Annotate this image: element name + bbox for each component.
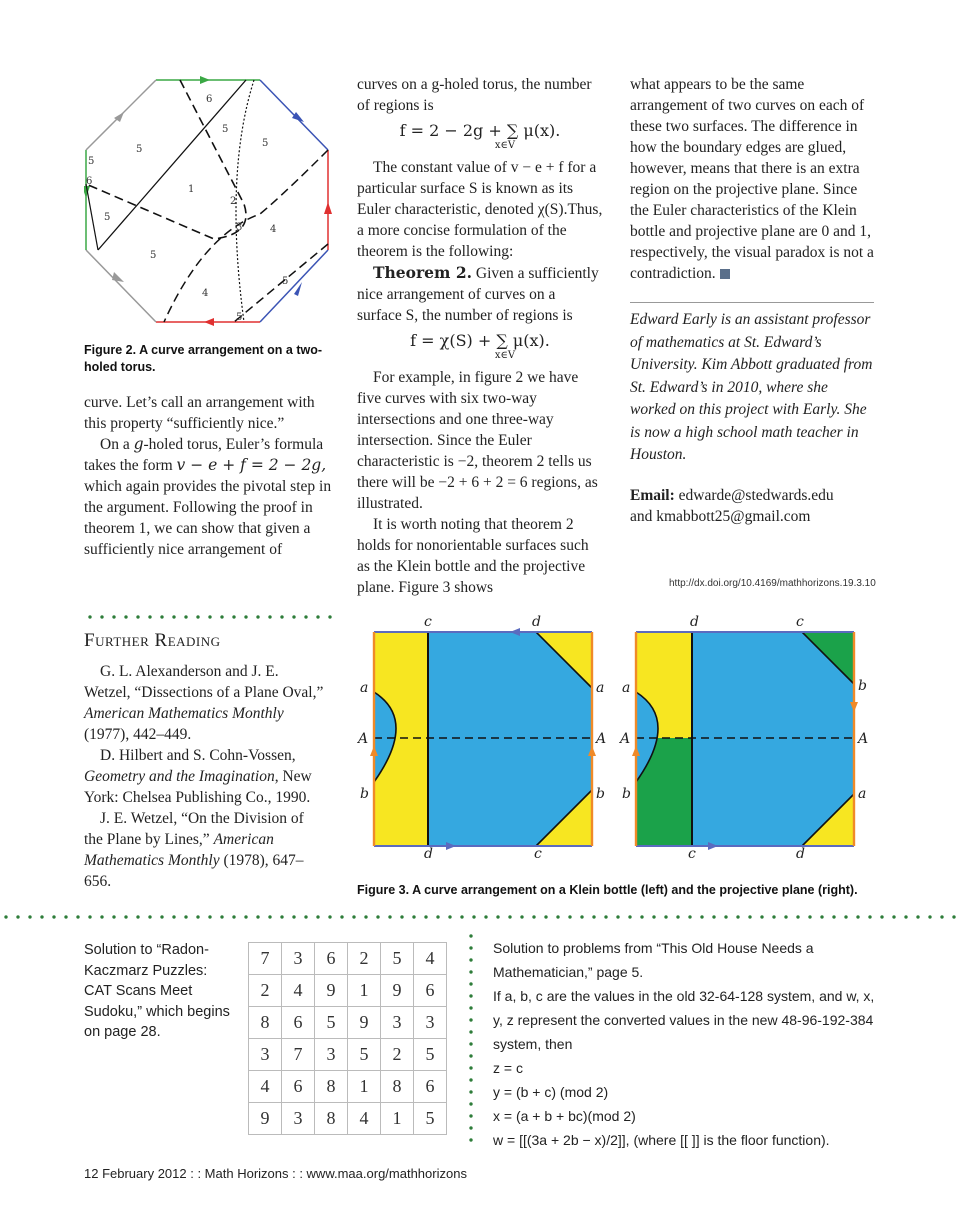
fig2-label: 5 — [262, 138, 269, 149]
left-column — [84, 392, 332, 560]
grid-cell: 1 — [348, 1071, 381, 1103]
fig3-right-label: b — [622, 786, 631, 802]
fig2-label: 5 — [150, 250, 157, 261]
grid-row — [249, 975, 447, 1007]
dotted-divider-left — [84, 614, 336, 620]
mid-paragraph-4: It is worth noting that theorem 2 holds for nonorientable surfaces such as the Klein bottle and the projective plane. Figure 3 shows — [357, 516, 589, 596]
grid-cell: 9 — [381, 975, 414, 1007]
right-column — [630, 74, 874, 527]
house-line-5: x = (a + b + bc)(mod 2) — [493, 1108, 636, 1124]
grid-cell: 5 — [348, 1039, 381, 1071]
grid-cell: 7 — [249, 943, 282, 975]
grid-cell: 8 — [315, 1071, 348, 1103]
radon-solution-text: Solution to “Radon-Kaczmarz Puzzles: CAT Scans Meet Sudoku,” which begins on page 28. — [84, 942, 230, 1040]
reference-1: G. L. Alexanderson and J. E. Wetzel, “Dissections of a Plane Oval,” American Mathematics Monthly (1977), 442–449. — [84, 663, 324, 743]
fig3-left-label: A — [596, 731, 607, 747]
fig3-right-label: d — [690, 614, 699, 630]
fig3-left-label: b — [360, 786, 369, 802]
fig2-label: 5 — [88, 156, 95, 167]
grid-cell: 6 — [414, 975, 447, 1007]
fig2-label: 5 — [104, 212, 111, 223]
grid-cell: 6 — [414, 1071, 447, 1103]
grid-cell: 1 — [348, 975, 381, 1007]
grid-cell: 6 — [282, 1071, 315, 1103]
fig3-left-label: a — [596, 680, 605, 696]
fig2-label: 4 — [270, 224, 277, 235]
fig3-left-label: c — [424, 614, 432, 630]
grid-cell: 3 — [282, 1103, 315, 1135]
figure-2-caption: Figure 2. A curve arrangement on a two-holed torus. — [84, 343, 323, 374]
further-reading — [84, 630, 324, 892]
fig3-right-label: A — [858, 731, 869, 747]
fig3-left-label: d — [532, 614, 541, 630]
figure-3-caption: Figure 3. A curve arrangement on a Klein bottle (left) and the projective plane (right). — [357, 883, 858, 897]
theorem-2: Theorem 2. Given a sufficiently nice arrangement of curves on a surface S, the number of regions is — [357, 263, 599, 324]
fig3-right-label: b — [858, 678, 867, 694]
fig3-right-bot-c: c — [688, 846, 696, 862]
grid-cell: 9 — [249, 1103, 282, 1135]
fig3-left-label: A — [358, 731, 369, 747]
fig2-label: 5 — [136, 144, 143, 155]
middle-column — [357, 74, 603, 598]
page-footer: 12 February 2012 : : Math Horizons : : www.maa.org/mathhorizons — [84, 1166, 467, 1181]
grid-cell: 4 — [249, 1071, 282, 1103]
grid-row — [249, 1007, 447, 1039]
grid-cell: 4 — [348, 1103, 381, 1135]
dotted-divider-full — [0, 914, 960, 920]
grid-cell: 1 — [381, 1103, 414, 1135]
fig3-left-bot-c: c — [534, 846, 542, 862]
fig2-label: 5 — [282, 276, 289, 287]
reference-3: J. E. Wetzel, “On the Division of the Plane by Lines,” American Mathematics Monthly (1978), 647–656. — [84, 810, 304, 890]
house-line-6: w = [[(3a + 2b − x)/2]], (where [[ ]] is the floor function). — [493, 1132, 830, 1148]
fig3-right-label: c — [796, 614, 804, 630]
dotted-divider-vertical — [468, 930, 474, 1142]
fig3-right-label: A — [620, 731, 631, 747]
grid-cell: 3 — [381, 1007, 414, 1039]
email-line-2: and kmabbott25@gmail.com — [630, 507, 811, 525]
house-line-3: z = c — [493, 1060, 523, 1076]
fig3-left-label: b — [596, 786, 605, 802]
grid-cell: 6 — [282, 1007, 315, 1039]
grid-cell: 6 — [315, 943, 348, 975]
left-paragraph-1: curve. Let’s call an arrangement with this property “sufficiently nice.” — [84, 394, 315, 432]
grid-row — [249, 1039, 447, 1071]
figure-2-diagram — [84, 74, 332, 326]
equation-2: f = χ(S) + ∑ μ(x). x∈V — [410, 331, 550, 361]
equation-1: f = 2 − 2g + ∑ μ(x). x∈V — [399, 121, 561, 151]
fig3-bottom-labels — [354, 846, 878, 866]
grid-cell: 8 — [249, 1007, 282, 1039]
house-line-4: y = (b + c) (mod 2) — [493, 1084, 609, 1100]
fig3-right-bot-d: d — [796, 846, 805, 862]
house-solution — [493, 936, 883, 1152]
grid-cell: 5 — [315, 1007, 348, 1039]
grid-cell: 3 — [315, 1039, 348, 1071]
fig3-right-label: a — [622, 680, 631, 696]
grid-cell: 9 — [348, 1007, 381, 1039]
fig2-label: 6 — [86, 176, 93, 187]
email-line-1: Email: edwarde@stedwards.edu — [630, 486, 834, 504]
figure-3-diagram — [354, 610, 878, 855]
fig3-right-label: a — [858, 786, 867, 802]
mid-paragraph-1: curves on a g-holed torus, the number of regions is — [357, 76, 592, 114]
grid-row — [249, 943, 447, 975]
house-line-1: Solution to problems from “This Old House Needs a Mathematician,” page 5. — [493, 940, 814, 980]
radon-solution-grid — [248, 942, 447, 1135]
fig2-label: 5 — [236, 312, 243, 323]
fig2-label: 4 — [202, 288, 209, 299]
grid-cell: 9 — [315, 975, 348, 1007]
grid-cell: 2 — [249, 975, 282, 1007]
further-reading-heading: Further Reading — [84, 630, 221, 651]
grid-cell: 7 — [282, 1039, 315, 1071]
fig2-label: 1 — [188, 184, 195, 195]
grid-cell: 5 — [381, 943, 414, 975]
grid-cell: 3 — [249, 1039, 282, 1071]
house-line-2: If a, b, c are the values in the old 32-64-128 system, and w, x, y, z represent the converted values in the new 48-96-192-384 system, then — [493, 988, 875, 1052]
right-paragraph-1: what appears to be the same arrangement of two curves on each of these two surfaces. The difference in how the boundary edges are glued, however, means that there is an extra region on the projective plane. Since the Euler characteristics of the Klein bottle and projective plane are 0 and 1, respectively, the visual paradox is not a contradiction. — [630, 76, 874, 282]
fig2-label: 5 — [222, 124, 229, 135]
divider — [630, 302, 874, 303]
grid-cell: 2 — [381, 1039, 414, 1071]
doi-link[interactable]: http://dx.doi.org/10.4169/mathhorizons.19.3.10 — [669, 578, 876, 589]
grid-cell: 2 — [348, 943, 381, 975]
fig2-label: 3 — [236, 222, 243, 233]
grid-cell: 3 — [282, 943, 315, 975]
grid-row — [249, 1071, 447, 1103]
fig3-left-bot-d: d — [424, 846, 433, 862]
fig2-label: 2 — [230, 196, 237, 207]
fig2-label: 6 — [206, 94, 213, 105]
grid-cell: 8 — [315, 1103, 348, 1135]
mid-paragraph-3: For example, in figure 2 we have five curves with six two-way intersections and one three-way intersection. Since the Euler characteristic is −2, theorem 2 tells us there will be −2 + 6 + 2 = 6 regions, as illustrated. — [357, 369, 598, 512]
reference-2: D. Hilbert and S. Cohn-Vossen, Geometry and the Imagination, New York: Chelsea Publishing Co., 1990. — [84, 747, 312, 806]
grid-cell: 4 — [414, 943, 447, 975]
mid-paragraph-2: The constant value of v − e + f for a particular surface S is known as its Euler characteristic, denoted χ(S).Thus, a more concise formulation of the theorem is the following: — [357, 159, 603, 260]
grid-cell: 3 — [414, 1007, 447, 1039]
fig3-left-label: a — [360, 680, 369, 696]
grid-row — [249, 1103, 447, 1135]
left-paragraph-2: On a g-holed torus, Euler’s formula takes the form v − e + f = 2 − 2g, which again provides the pivotal step in the argument. Following the proof in theorem 1, we can show that given a sufficiently nice arrangement of — [84, 435, 332, 558]
grid-cell: 4 — [282, 975, 315, 1007]
end-mark-icon — [720, 269, 730, 279]
grid-cell: 5 — [414, 1039, 447, 1071]
grid-cell: 8 — [381, 1071, 414, 1103]
grid-cell: 5 — [414, 1103, 447, 1135]
author-bio: Edward Early is an assistant professor of mathematics at St. Edward’s University. Kim Abbott graduated from St. Edward’s in 2010, where she worked on this project with Early. She is now a high school math teacher in Houston. — [630, 311, 873, 463]
